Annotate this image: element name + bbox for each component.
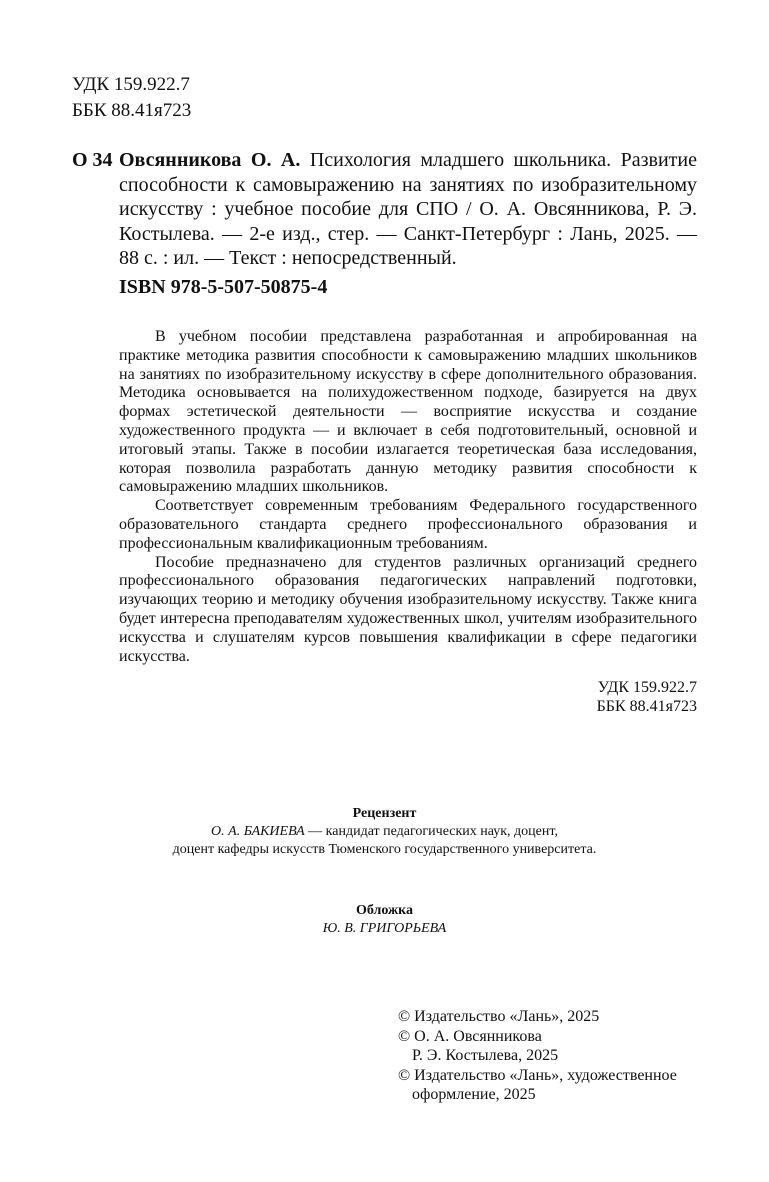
cover-artist-name: Ю. В. ГРИГОРЬЕВА (322, 921, 447, 936)
bbk-code: ББК 88.41я723 (72, 100, 192, 121)
cover-heading: Обложка (355, 903, 414, 918)
copyright-line: оформление, 2025 (412, 1086, 536, 1103)
reviewer-line (100, 823, 669, 841)
reviewer-name: О. А. БАКИЕВА (211, 824, 305, 839)
abstract-paragraph: В учебном пособии представлена разработанная и апробированная на практике методика развития способности к самовыражению младших школьников на занятиях по изобразительному искусству в сфере дополнительного образования. Методика основывается на полихудожественном подходе, базируется на двух формах эстетической деятельности — восприятие искусства и создание художественного продукта — и включает в себя подготовительный, основной и итоговый этапы. Также в пособии излагается теоретическая база исследования, которая позволила разработать данную методику развития способности к самовыражению младших школьников. (119, 328, 697, 496)
udk-code: УДК 159.922.7 (597, 679, 697, 696)
catalog-entry (72, 148, 697, 271)
bibliographic-description (119, 148, 697, 271)
abstract (119, 328, 697, 666)
author-name: Овсянникова О. А. (119, 149, 301, 171)
udk-code: УДК 159.922.7 (72, 74, 190, 95)
copyright-line: Р. Э. Костылева, 2025 (412, 1047, 559, 1064)
copyright-block (398, 1007, 698, 1105)
reviewer-affiliation: доцент кафедры искусств Тюменского государственного университета. (172, 842, 597, 857)
classification-codes-top (72, 72, 191, 124)
cover-credit (100, 902, 669, 938)
reviewer-title: — кандидат педагогических наук, доцент, (304, 824, 558, 839)
isbn: ISBN 978-5-507-50875-4 (119, 276, 328, 298)
copyright-line: © Издательство «Лань», 2025 (398, 1008, 600, 1025)
bbk-code: ББК 88.41я723 (596, 698, 697, 715)
reviewer-block (100, 805, 669, 859)
copyright-line: © Издательство «Лань», художественное (398, 1066, 677, 1084)
description-text: Психология младшего школьника. Развитие способности к самовыражению на занятиях по изобразительному искусству : учебное пособие для СПО / О. А. Овсянникова, Р. Э. Костылева. — 2-е изд., стер. — Санкт-Петербург : Лань, 2025. — 88 с. : ил. — Текст : непосредственный. (119, 149, 698, 269)
abstract-paragraph: Соответствует современным требованиям Федерального государственного образовательного стандарта среднего профессионального образования и профессиональным квалификационным требованиям. (119, 497, 697, 552)
copyright-line: © О. А. Овсянникова (398, 1027, 542, 1045)
abstract-paragraph: Пособие предназначено для студентов различных организаций среднего профессионального образования педагогических направлений подготовки, изучающих теорию и методику обучения изобразительному искусству. Также книга будет интересна преподавателям художественных школ, учителям изобразительного искусства и слушателям курсов повышения квалификации в сфере педагогики искусства. (119, 553, 697, 665)
classification-codes-bottom (520, 678, 697, 716)
author-mark: О 34 (72, 149, 113, 171)
reviewer-heading: Рецензент (352, 806, 417, 821)
